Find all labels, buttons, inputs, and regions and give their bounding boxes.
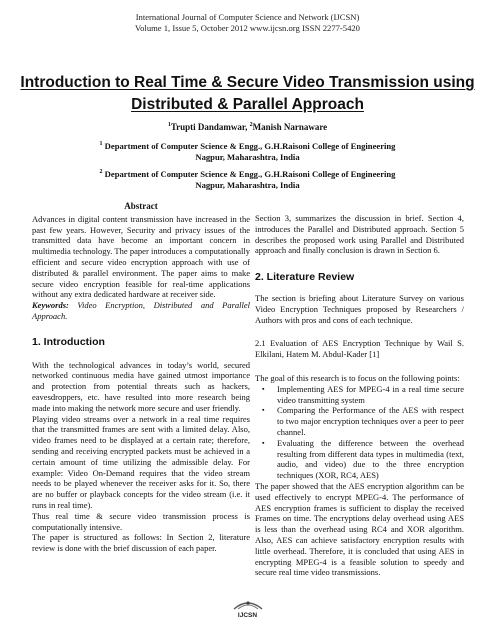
paper-title: [20, 72, 475, 116]
list-item: [255, 384, 464, 406]
right-column: [255, 213, 464, 578]
footer-journal-abbreviation: IJCSN: [237, 612, 258, 619]
author-1-name: Trupti Dandamwar,: [170, 122, 248, 132]
list-item: [255, 405, 464, 437]
research-conclusion-text: The paper showed that the AES encryption algorithm can be used effectively to encrypt MPEG-4. The performance of AES encryption frames is sufficient to display the received Frames on time. The encryptions delay overhead using AES is less than the overhead using RC4 and XOR algorithm. Also, AES can achieve satisfactory encryption results with little overhead. Therefore, it is concluded that using AES in encrypting MPEG-4 is a feasible solution to speedy and secure real time video transmissions.: [255, 480, 464, 578]
introduction-paragraph-continued: Section 3, summarizes the discussion in brief. Section 4, introduces the Parallel and Distributed approach. Section 5 describes the proposed work using Parallel and Distributed approach and finally conclusion is drawn in Section 6.: [255, 213, 464, 256]
affiliation-2-marker: 2: [99, 169, 103, 175]
subsection-2-1-heading: 2.1 Evaluation of AES Encryption Technique by Wail S. Elkilani, Hatem M. Abdul-Kader [1]: [255, 338, 464, 360]
abstract-text: Advances in digital content transmission have increased in the past few years. However, Security and privacy issues of the transmitted data have become an important concern in multimedia technology. The paper introduces a computationally efficient and secure video encryption approach with use of distributed & parallel environment. The paper aims to make secure video encryption feasible for real-time applications without any extra dedicated hardware at receiver side.: [32, 213, 250, 300]
abstract-heading: Abstract: [124, 201, 158, 211]
introduction-paragraph-3: Thus real time & secure video transmission process is computationally intensive.: [32, 510, 250, 532]
keywords: [32, 300, 250, 322]
list-item-text: Evaluating the difference between the overhead resulting from different data types in multimedia (text, audio, and video) due to the three encryption techniques (XOR, RC4, AES): [277, 437, 464, 481]
affiliation-1-department: Department of Computer Science & Engg., G.H.Raisoni College of Engineering: [104, 140, 396, 151]
journal-issue-info: Volume 1, Issue 5, October 2012 www.ijcsn.org ISSN 2277-5420: [135, 23, 360, 33]
list-item-text: Comparing the Performance of the AES with respect to two major encryption techniques over a peer to peer channel.: [277, 405, 464, 437]
paper-title-line-1: Introduction to Real Time & Secure Video Transmission using: [20, 74, 475, 91]
affiliation-2: [40, 167, 455, 191]
bullet-icon: ▪: [262, 438, 265, 447]
left-column: [32, 201, 250, 554]
journal-name: International Journal of Computer Science and Network (IJCSN): [135, 12, 360, 22]
affiliation-2-department: Department of Computer Science & Engg., G.H.Raisoni College of Engineering: [104, 168, 396, 179]
list-item-text: Implementing AES for MPEG-4 in a real time secure video transmitting system: [277, 383, 464, 405]
research-goal-text: The goal of this research is to focus on the following points:: [255, 372, 460, 383]
author-list: [0, 122, 495, 132]
literature-review-heading: 2. Literature Review: [255, 271, 355, 284]
ijcsn-logo-icon: [230, 597, 266, 611]
introduction-paragraph-1: With the technological advances in today’s world, secured networked continuous media have gained utmost importance and protection from potential threats such as hackers, eavesdroppers, etc. have resulted into more research being made into making the network more secure and user friendly.: [32, 359, 250, 413]
research-goal-list: [255, 384, 464, 481]
affiliation-1: [40, 139, 455, 163]
author-1-marker: 1: [167, 122, 171, 128]
journal-header: [0, 12, 495, 34]
author-2-name: Manish Narnaware: [252, 122, 328, 132]
bullet-icon: ▪: [262, 384, 265, 393]
affiliation-2-location: Nagpur, Maharashtra, India: [195, 179, 300, 190]
affiliation-1-marker: 1: [99, 141, 103, 147]
list-item: [255, 438, 464, 481]
author-2-marker: 2: [249, 122, 253, 128]
literature-review-intro: The section is briefing about Literature Survey on various Video Encryption Techniques proposed by Researchers / Authors with pros and cons of each technique.: [255, 292, 464, 325]
introduction-heading: 1. Introduction: [32, 335, 105, 348]
keywords-list: Video Encryption, Distributed and Parallel Approach.: [32, 300, 250, 321]
bullet-icon: ▪: [262, 406, 265, 415]
keywords-label: Keywords:: [32, 300, 69, 311]
affiliation-1-location: Nagpur, Maharashtra, India: [195, 151, 300, 162]
paper-title-line-2: Distributed & Parallel Approach: [131, 96, 364, 113]
introduction-paragraph-2: Playing video streams over a network in a real time requires that the transmitted frames are sent with a limited delay. Also, video frames need to be displayed at a certain rate; therefore, sending and receiving encrypted packets must be achieved in a certain amount of time utilizing the admissible delay. For example: Video On-Demand requires that the video stream needs to be played whenever the receiver asks for it. So, there are no buffer or playback concepts for the video stream (i.e. it runs in real time).: [32, 413, 250, 510]
introduction-paragraph-4: The paper is structured as follows: In Section 2, literature review is done with the brief discussion of each paper.: [32, 532, 250, 554]
